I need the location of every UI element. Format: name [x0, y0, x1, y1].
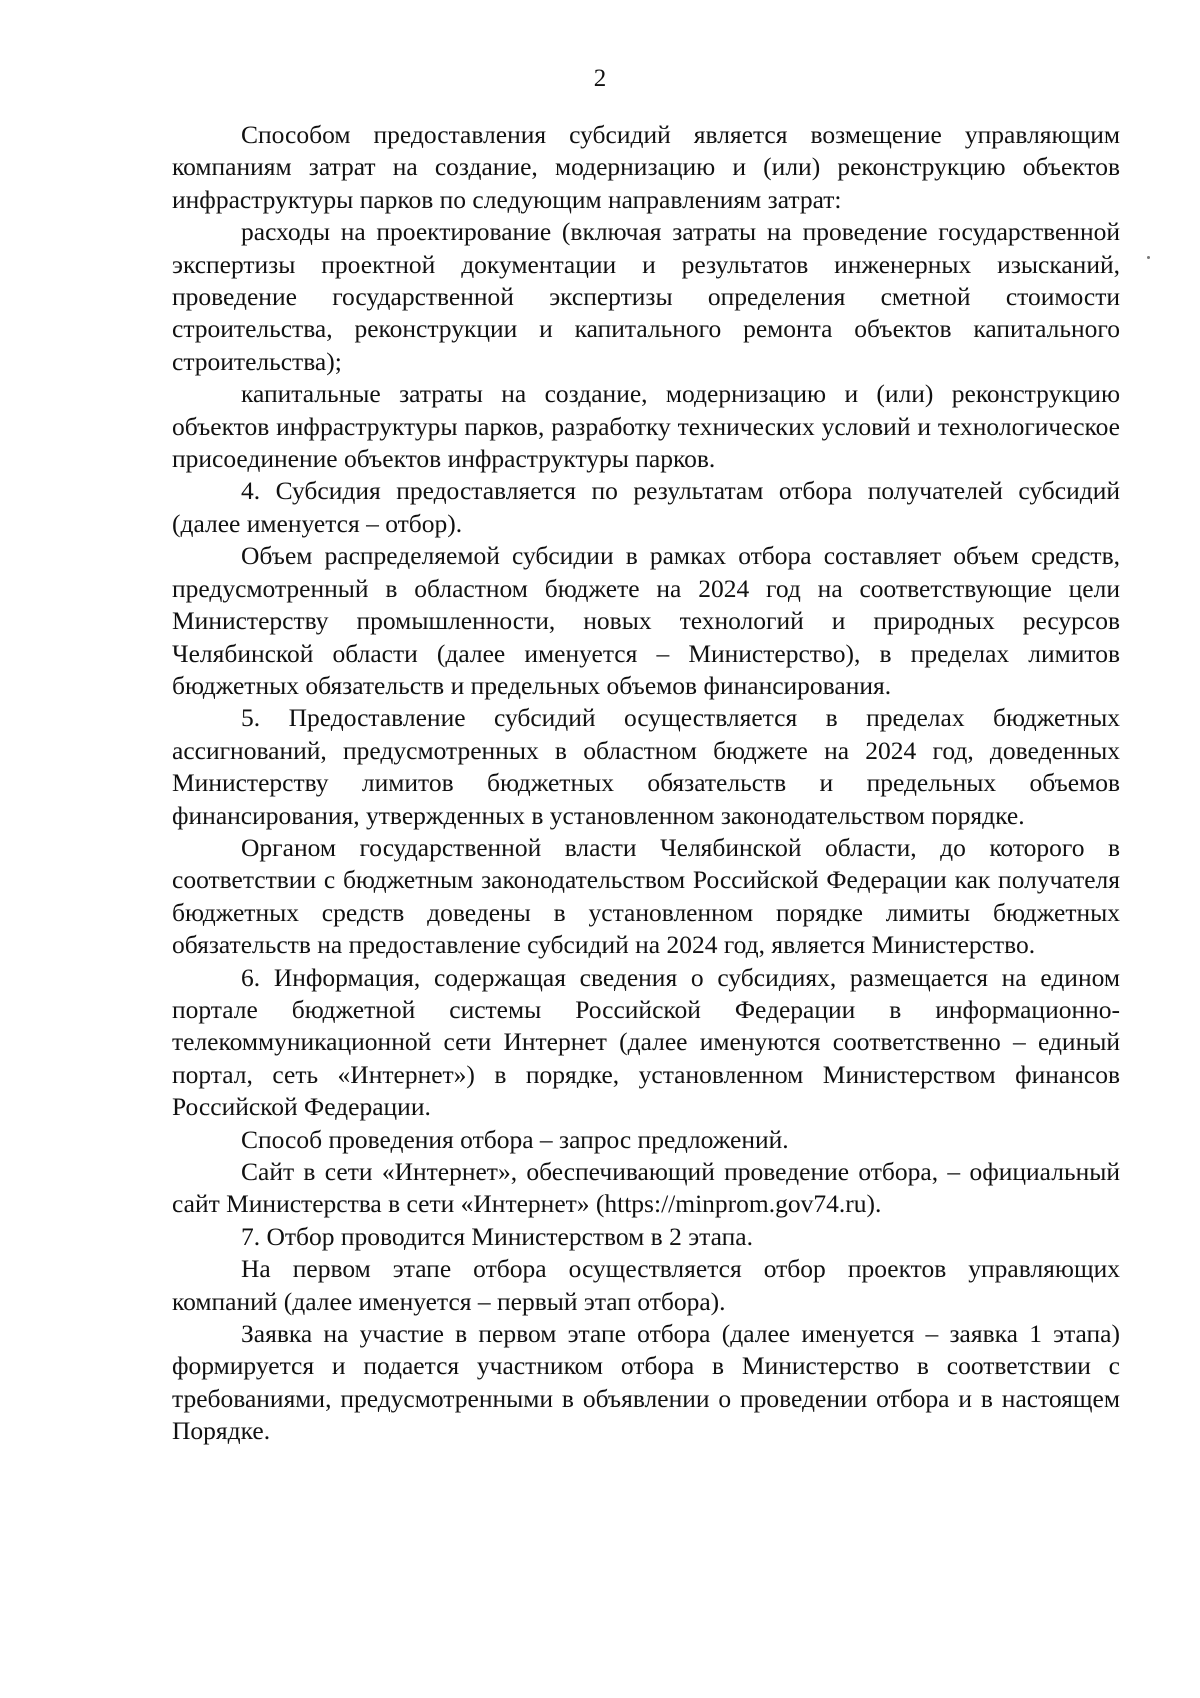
paragraph-state-authority: Органом государственной власти Челябинской области, до которого в соответствии с бюджетным законодательством Российской Федерации как получателя бюджетных средств доведены в установленном порядке лимиты бюджетных обязательств на предоставление субсидий на 2024 год, является Министерство.	[172, 832, 1120, 960]
paragraph-stage-1-application: Заявка на участие в первом этапе отбора (далее именуется – заявка 1 этапа) формируется и подается участником отбора в Министерство в соответствии с требованиями, предусмотренными в объявлении о проведении отбора и в настоящем Порядке.	[172, 1319, 1120, 1446]
paragraph-website: Сайт в сети «Интернет», обеспечивающий проведение отбора, – официальный сайт Министерства в сети «Интернет» (https://minprom.gov74.ru).	[172, 1157, 1120, 1219]
page-number: 2	[593, 65, 607, 92]
scan-speck	[1147, 256, 1150, 259]
paragraph-first-stage: На первом этапе отбора осуществляется отбор проектов управляющих компаний (далее именуется – первый этап отбора).	[172, 1254, 1120, 1316]
paragraph-selection-method: Способ проведения отбора – запрос предложений.	[241, 1124, 789, 1154]
paragraph-subsidy-volume: Объем распределяемой субсидии в рамках отбора составляет объем средств, предусмотренный в областном бюджете на 2024 год на соответствующие цели Министерству промышленности, новых технологий и природных ресурсов Челябинской области (далее именуется – Министерство), в пределах лимитов бюджетных обязательств и предельных объемов финансирования.	[172, 541, 1120, 700]
paragraph-clause-4: 4. Субсидия предоставляется по результатам отбора получателей субсидий (далее именуется – отбор).	[172, 476, 1120, 538]
paragraph-design-expenses: расходы на проектирование (включая затраты на проведение государственной экспертизы проектной документации и результатов инженерных изысканий, проведение государственной экспертизы определения сметной стоимости строительства, реконструкции и капитального ремонта объектов капитального строительства);	[172, 217, 1120, 376]
paragraph-clause-7: 7. Отбор проводится Министерством в 2 этапа.	[241, 1221, 753, 1251]
paragraph-clause-6: 6. Информация, содержащая сведения о субсидиях, размещается на едином портале бюджетной системы Российской Федерации в информационно-телекоммуникационной сети Интернет (далее именуются соответственно – единый портал, сеть «Интернет») в порядке, установленном Министерством финансов Российской Федерации.	[172, 962, 1120, 1122]
paragraph-capital-expenses: капитальные затраты на создание, модернизацию и (или) реконструкцию объектов инфраструктуры парков, разработку технических условий и технологическое присоединение объектов инфраструктуры парков.	[172, 379, 1120, 474]
paragraph-subsidy-method: Способом предоставления субсидий является возмещение управляющим компаниям затрат на создание, модернизацию и (или) реконструкцию объектов инфраструктуры парков по следующим направлениям затрат:	[172, 120, 1120, 214]
paragraph-clause-5: 5. Предоставление субсидий осуществляется в пределах бюджетных ассигнований, предусмотренных в областном бюджете на 2024 год, доведенных Министерству лимитов бюджетных обязательств и предельных объемов финансирования, утвержденных в установленном законодательством порядке.	[172, 703, 1120, 830]
document-body	[172, 119, 1120, 1448]
